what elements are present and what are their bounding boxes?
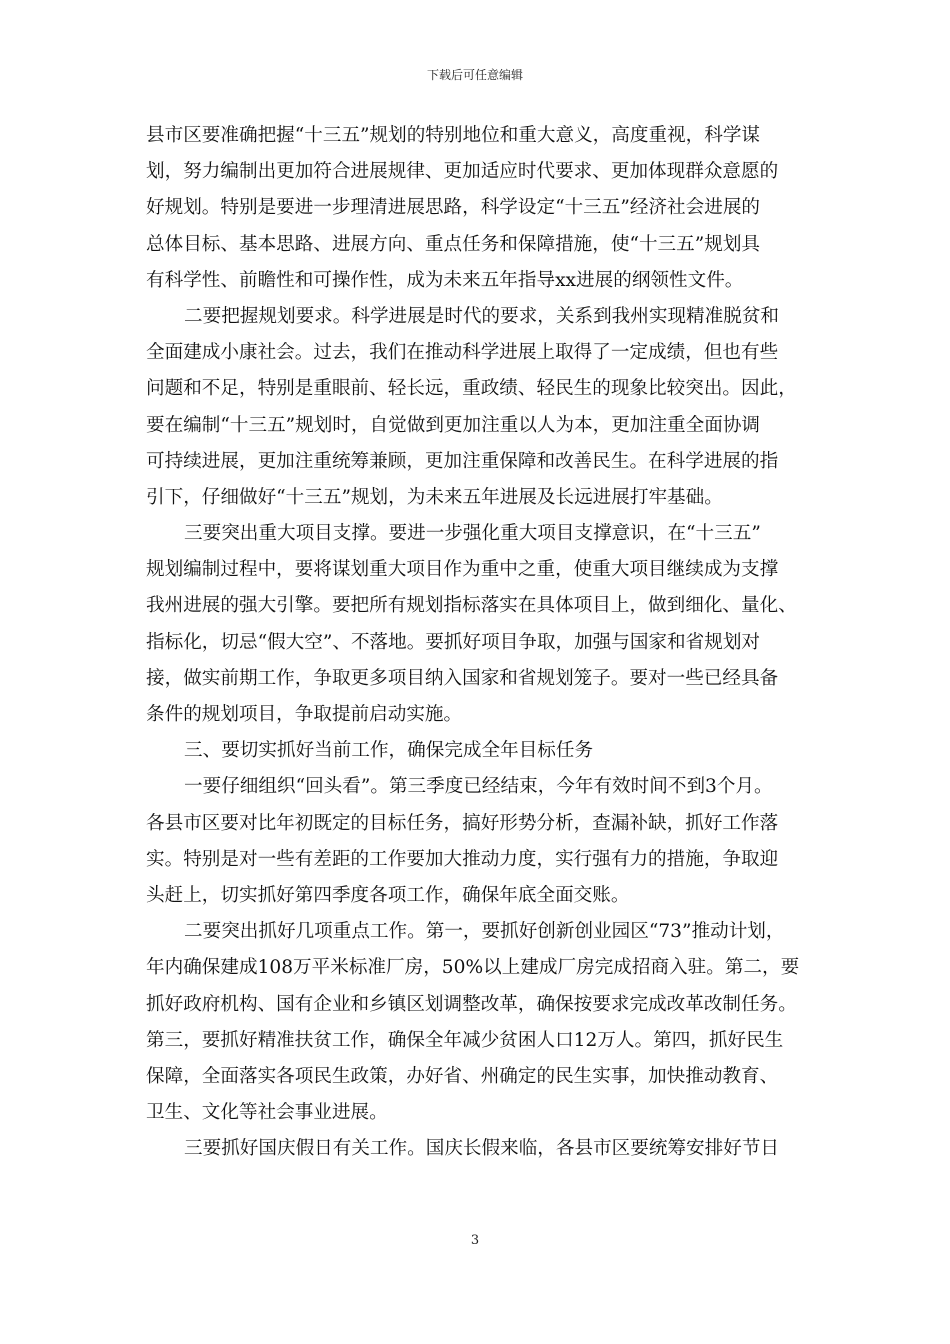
page-header: 下载后可任意编辑 (426, 68, 523, 82)
section-heading: 三、要切实抓好当前工作，确保完成全年目标任务 (184, 740, 594, 762)
text-line: 引下，仔细做好“十三五”规划，为未来五年进展及长远进展打牢基础。 (146, 486, 723, 508)
body-text (146, 118, 814, 1167)
paragraph-start-line: 三要突出重大项目支撑。要进一步强化重大项目支撑意识，在“十三五” (184, 523, 761, 545)
paragraph-start-line: 二要把握规划要求。科学进展是时代的要求，关系到我州实现精准脱贫和 (184, 305, 780, 327)
text-line: 抓好政府机构、国有企业和乡镇区划调整改革，确保按要求完成改革改制任务。 (146, 993, 797, 1015)
paragraph-start-line: 二要突出抓好几项重点工作。第一，要抓好创新创业园区“73”推动计划， (184, 921, 785, 943)
text-line: 有科学性、前瞻性和可操作性，成为未来五年指导xx进展的纲领性文件。 (146, 269, 744, 291)
text-line: 各县市区要对比年初既定的目标任务，搞好形势分析，查漏补缺，抓好工作落 (146, 812, 779, 834)
text-line: 年内确保建成108万平米标准厂房，50%以上建成厂房完成招商入驻。第二，要 (146, 957, 800, 979)
text-line: 保障，全面落实各项民生政策，办好省、州确定的民生实事，加快推动教育、 (146, 1065, 779, 1087)
text-line: 实。特别是对一些有差距的工作要加大推动力度，实行强有力的措施，争取迎 (146, 848, 779, 870)
text-line: 规划编制过程中，要将谋划重大项目作为重中之重，使重大项目继续成为支撑 (146, 559, 779, 581)
paragraph-start-line: 一要仔细组织“回头看”。第三季度已经结束，今年有效时间不到3个月。 (184, 776, 773, 798)
text-line: 问题和不足，特别是重眼前、轻长远，重政绩、轻民生的现象比较突出。因此， (146, 378, 797, 400)
text-line: 可持续进展，更加注重统筹兼顾，更加注重保障和改善民生。在科学进展的指 (146, 450, 779, 472)
text-line: 好规划。特别是要进一步理清进展思路，科学设定“十三五”经济社会进展的 (146, 197, 761, 219)
text-line: 划，努力编制出更加符合进展规律、更加适应时代要求、更加体现群众意愿的 (146, 161, 779, 183)
text-line: 接，做实前期工作，争取更多项目纳入国家和省规划笼子。要对一些已经具备 (146, 667, 779, 689)
text-line: 总体目标、基本思路、进展方向、重点任务和保障措施，使“十三五”规划具 (146, 233, 761, 255)
text-line: 县市区要准确把握“十三五”规划的特别地位和重大意义，高度重视，科学谋 (146, 125, 761, 146)
text-line: 指标化，切忌“假大空”、不落地。要抓好项目争取，加强与国家和省规划对 (146, 631, 761, 653)
text-line: 卫生、文化等社会事业进展。 (146, 1102, 388, 1124)
text-line: 条件的规划项目，争取提前启动实施。 (146, 704, 463, 725)
paragraph-start-line: 三要抓好国庆假日有关工作。国庆长假来临，各县市区要统筹安排好节日 (184, 1138, 780, 1160)
text-line: 头赶上，切实抓好第四季度各项工作，确保年底全面交账。 (146, 884, 630, 906)
text-line: 第三，要抓好精准扶贫工作，确保全年减少贫困人口12万人。第四，抓好民生 (146, 1029, 784, 1051)
text-line: 要在编制“十三五”规划时，自觉做到更加注重以人为本，更加注重全面协调 (146, 414, 761, 436)
text-line: 全面建成小康社会。过去，我们在推动科学进展上取得了一定成绩，但也有些 (146, 342, 779, 364)
page-number: 3 (470, 1233, 480, 1248)
text-line: 我州进展的强大引擎。要把所有规划指标落实在具体项目上，做到细化、量化、 (146, 595, 797, 617)
